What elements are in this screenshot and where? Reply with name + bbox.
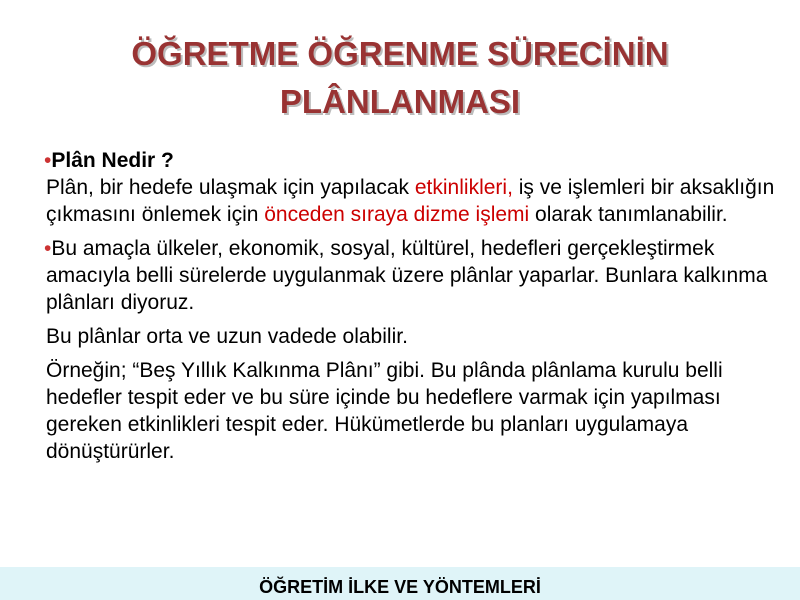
- footer-text: ÖĞRETİM İLKE VE YÖNTEMLERİ: [259, 577, 541, 597]
- paragraph-five-year-plan: Örneğin; “Beş Yıllık Kalkınma Plânı” gibi. Bu plânda plânlama kurulu belli hedefler tespit eder ve bu süre içinde bu hedeflere varmak için yapılması gereken etkinlikleri tespit eder. Hükümetlerde bu planları uygulamaya dönüştürürler.: [46, 359, 723, 463]
- plan-question-heading: Plân Nedir ?: [51, 149, 174, 172]
- slide-title: [20, 30, 780, 126]
- slide-body: [46, 147, 786, 472]
- definition-text-1: Plân, bir hedefe ulaşmak için yapılacak: [46, 176, 415, 199]
- development-plans-text: Bu amaçla ülkeler, ekonomik, sosyal, kültürel, hedefleri gerçekleştirmek amacıyla belli sürelerde uygulanmak üzere plânlar yaparlar. Bunlara kalkınma plânları diyoruz.: [46, 237, 768, 314]
- bullet-icon: •: [44, 149, 52, 172]
- slide-title-line-2: PLÂNLANMASI: [279, 83, 521, 120]
- highlight-etkinlikleri: etkinlikleri,: [414, 176, 513, 199]
- paragraph-development-plans: [46, 235, 786, 316]
- paragraph-plan-definition: [46, 147, 786, 228]
- footer-banner: [0, 567, 800, 600]
- highlight-onceden-siraya-dizme: önceden sıraya dizme işlemi: [264, 203, 530, 226]
- definition-text-3: olarak tanımlanabilir.: [529, 203, 728, 226]
- paragraph-plan-terms: Bu plânlar orta ve uzun vadede olabilir.: [46, 325, 408, 348]
- definition-text-2: iş ve işlemleri bir aksaklığın çıkmasını önlemek için: [46, 176, 775, 226]
- bullet-icon: •: [44, 237, 52, 260]
- slide-title-line-1: ÖĞRETME ÖĞRENME SÜRECİNİN: [131, 35, 669, 72]
